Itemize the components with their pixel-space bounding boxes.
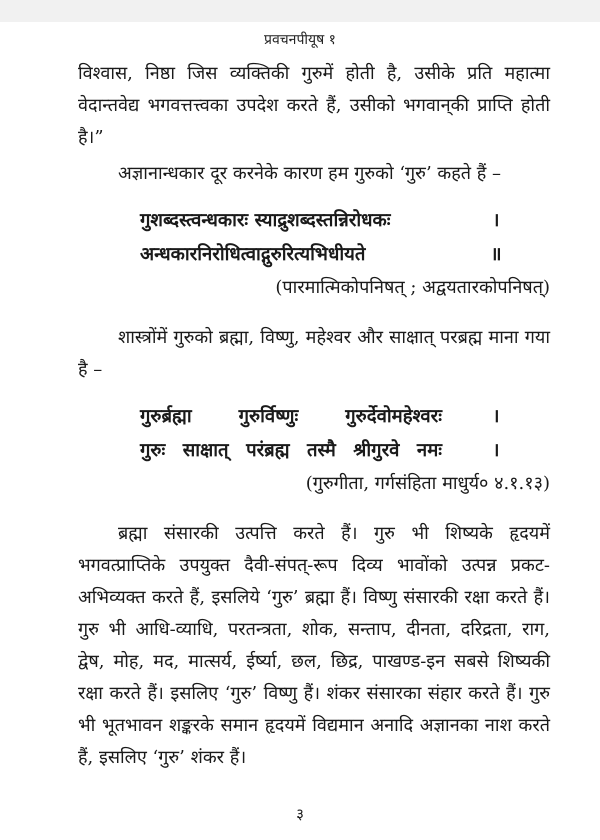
verse-danda: ।: [492, 210, 500, 231]
page-number: ३: [296, 805, 304, 823]
verse-danda: ।: [492, 406, 500, 427]
running-title: प्रवचनपीयूष १: [264, 32, 336, 48]
page-content: [78, 58, 550, 774]
verse-line: [78, 204, 550, 238]
paragraph-4: ब्रह्मा संसारकी उत्पत्ति करते हैं। गुरु भी शिष्यके हृदयमें भगवत्प्राप्तिके उपयुक्त दैवी-संपत्-रूप दिव्य भावोंको उत्पन्न प्रकट-अभिव्यक्त करते हैं, इसलिये ‘गुरु’ ब्रह्मा हैं। विष्णु संसारकी रक्षा करते हैं। गुरु भी आधि-व्याधि, परतन्त्रता, शोक, सन्ताप, दीनता, दरिद्रता, राग, द्वेष, मोह, मद, मात्सर्य, ईर्ष्या, छल, छिद्र, पाखण्ड-इन सबसे शिष्यकी रक्षा करते हैं। इसलिए ‘गुरु’ विष्णु हैं। शंकर संसारका संहार करते हैं। गुरु भी भूतभावन शङ्करके समान हृदयमें विद्यमान अनादि अज्ञानका नाश करते हैं, इसलिए ‘गुरु’ शंकर हैं।: [78, 523, 550, 768]
verse-source: (पारमात्मिकोपनिषत् ; अद्वयतारकोपनिषत्): [275, 277, 550, 298]
verse-word: श्रीगुरवे: [353, 440, 400, 461]
verse-text: गुशब्दस्त्वन्धकारः स्याद्रुशब्दस्तन्निरोधकः: [140, 210, 391, 231]
verse-word: गुरुर्देवोमहेश्वरः: [345, 406, 442, 427]
verse-word: परंब्रह्म: [246, 440, 290, 461]
scan-top-strip: [0, 0, 600, 22]
verse-double-danda: ॥: [490, 244, 502, 265]
verse-guru-meaning: [78, 204, 550, 272]
verse-line: [78, 434, 550, 468]
verse-word: तस्मै: [307, 440, 336, 461]
verse-guru-brahma: [78, 400, 550, 468]
verse-word: गुरुर्ब्रह्मा: [140, 406, 192, 427]
verse-line: [78, 238, 550, 272]
verse-danda: ।: [492, 440, 500, 461]
paragraph-2: अज्ञानान्धकार दूर करनेके कारण हम गुरुको ‘गुरु’ कहते हैं –: [118, 163, 502, 184]
verse-word: साक्षात्: [182, 440, 229, 461]
paragraph-3: शास्त्रोंमें गुरुको ब्रह्मा, विष्णु, महेश्वर और साक्षात् परब्रह्म माना गया है –: [78, 327, 550, 380]
verse-text: [140, 400, 482, 434]
verse-text: अन्धकारनिरोधित्वाद्गुरुरित्यभिधीयते: [140, 244, 366, 265]
verse-line: [78, 400, 550, 434]
verse-word: गुरुः: [140, 440, 166, 461]
verse-word: नमः: [416, 440, 442, 461]
verse-word: गुरुर्विष्णुः: [238, 406, 299, 427]
verse-text: [140, 434, 482, 468]
verse-source: (गुरुगीता, गर्गसंहिता माधुर्य० ४.१.१३): [305, 473, 550, 494]
paragraph-1: विश्वास, निष्ठा जिस व्यक्तिकी गुरुमें होती है, उसीके प्रति महात्मा वेदान्तवेद्य भगवत्तत्त्वका उपदेश करते हैं, उसीको भगवान्‌की प्राप्ति होती है।”: [78, 63, 550, 148]
